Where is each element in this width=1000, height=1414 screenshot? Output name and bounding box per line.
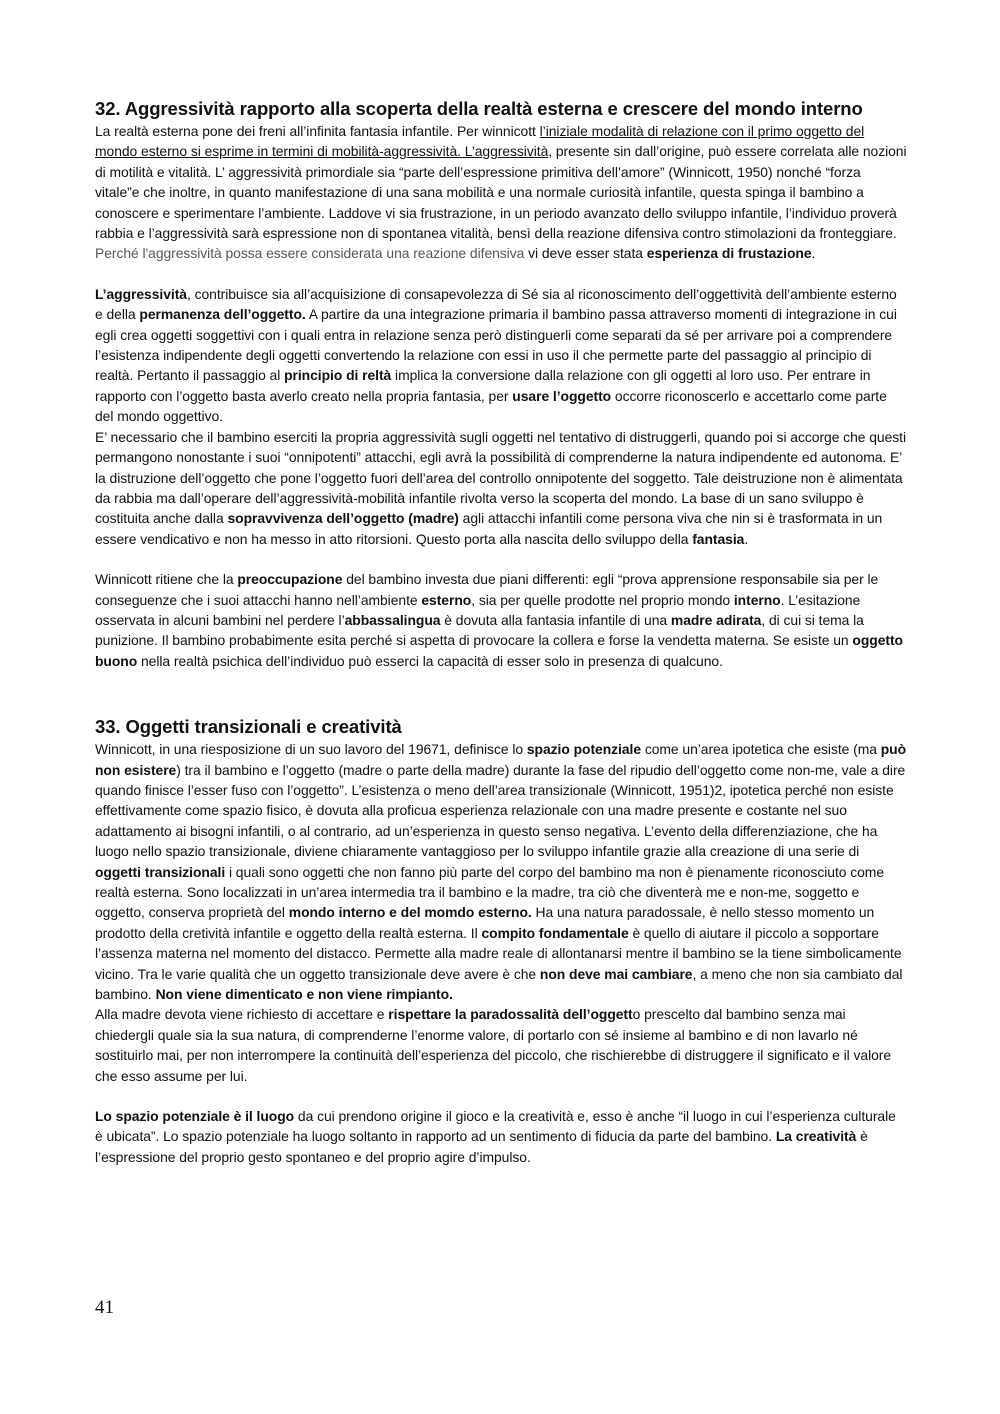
bold-text: compito fondamentale xyxy=(481,924,629,941)
text-run: , sia per quelle prodotte nel proprio mondo xyxy=(471,591,734,608)
section-33-paragraph-2 xyxy=(95,1106,907,1167)
bold-text: mondo interno e del momdo esterno. xyxy=(288,904,532,921)
bold-text: fantasia xyxy=(692,530,745,547)
text-run: nella realtà psichica dell’individuo può esserci la capacità di esser solo in presenza di qualcuno. xyxy=(137,652,723,669)
text-run: Winnicott, in una riesposizione di un suo lavoro del 19671, definisce lo xyxy=(95,741,527,758)
document-page xyxy=(95,97,907,1167)
text-run: occorre riconoscerlo e accettarlo come parte del mondo oggettivo. xyxy=(95,387,887,425)
bold-text: preoccupazione xyxy=(237,571,343,588)
page-number: 41 xyxy=(95,1297,114,1318)
bold-text: permanenza dell’oggetto. xyxy=(139,306,306,323)
paragraph-gap xyxy=(95,264,907,284)
text-run: ) tra il bambino e l’oggetto (madre o parte della madre) durante la fase del ripudio dell’oggetto come non-me, vale a dire quando finisce l’esser fuso con l’oggetto”. L’esistenza o meno dell’area transizionale (Winnicott, 1951)2, ipotetica perché non esiste effettivamente come spazio fisico, è dovuta alla proficua esperienza relazionale con una madre presente e costante nel suo adattamento ai bisogni infantili, o al contrario, ad un’esperienza in questo senso negativa. L’evento della differenziazione, che ha luogo nello spazio transizionale, diviene chiaramente vantaggioso per lo sviluppo infantile grazie alla creazione di una serie di xyxy=(95,761,906,860)
text-run: come un’area ipotetica che esiste (ma xyxy=(641,741,881,758)
text-run: A partire da una integrazione primaria il bambino passa attraverso momenti di integrazione in cui egli crea oggetti soggettivi con i quali entra in relazione senza però distinguerli come separati da sé per arrivare poi a comprendere l’esistenza indipendente degli oggetti convertendo la relazione con essi in uso il che permette parte del passaggio al principio di realtà. Pertanto il passaggio al xyxy=(95,306,897,384)
text-run: da cui prendono origine il gioco e la creatività e, esso è anche “il luogo in cui l’esperienza culturale è ubicata”. Lo spazio potenziale ha luogo soltanto in rapporto ad un sentimento di fiducia da parte del bambino. xyxy=(95,1108,896,1145)
text-run: del bambino investa due piani differenti: egli “prova apprensione responsabile sia per le conseguenze che i suoi attacchi hanno nell’ambiente xyxy=(95,571,879,608)
text-run: , presente sin dall’origine, può essere correlata alle nozioni di motilità e vitalità. L’ aggressività primordiale sia “parte dell’espressione primitiva dell’amore” (Winnicott, 1950) nonché “forza vitale”e che inoltre, in quanto manifestazione di una sana mobilità e una normale curiosità infantile, questa spinga il bambino a conoscere e sperimentare l’ambiente. Laddove vi sia frustrazione, in un periodo avanzato dello sviluppo infantile, l’individuo proverà rabbia e l’aggressività sarà espressione non di spontanea vitalità, bensì della reazione difensiva contro stimolazioni da fronteggiare. xyxy=(95,143,907,242)
text-run: è l’espressione del proprio gesto spontaneo e del proprio agire d’impulso. xyxy=(95,1128,868,1165)
bold-text: non deve mai cambiare xyxy=(539,965,693,982)
text-run: E’ necessario che il bambino eserciti la propria aggressività sugli oggetti nel tentativo di distruggerli, quando poi si accorge che questi permangono nonostante i suoi “onnipotenti” attacchi, egli avrà la possibilità di comprenderne la natura indipendente ed autonoma. E’ la distruzione dell’oggetto che pone l’oggetto fuori dell’area del controllo onnipotente del soggetto. Tale deistruzione non è alimentata da rabbia ma dall’operare dell’aggressività-mobilità infantile rivolta verso la scoperta del mondo. La base di un sano sviluppo è costituita anche dalla xyxy=(95,428,906,527)
bold-text: oggetto buono xyxy=(95,632,903,669)
underlined-text: l’iniziale modalità di relazione con il primo oggetto del mondo esterno si esprime in termini di mobilità-aggressività. L’aggressività xyxy=(95,123,865,160)
bold-text: spazio potenziale xyxy=(526,741,642,758)
section-32-paragraph-2b xyxy=(95,427,907,549)
section-32-paragraph-1 xyxy=(95,121,907,264)
paragraph-gap xyxy=(95,549,907,569)
section-32-paragraph-3 xyxy=(95,569,907,671)
bold-text: usare l’oggetto xyxy=(512,387,612,404)
bold-text: principio di reltà xyxy=(284,367,392,384)
bold-text: Lo spazio potenziale è il luogo xyxy=(95,1108,295,1125)
text-run: Ha una natura paradossale, è nello stesso momento un prodotto della cretività infantile e oggetto della realtà esterna. Il xyxy=(95,904,875,941)
bold-text: madre adirata xyxy=(670,611,762,628)
bold-text: esterno xyxy=(421,591,472,608)
text-run: . L’esitazione osservata in alcuni bambini nel perdere l’ xyxy=(95,591,861,628)
text-run: , di cui si tema la punizione. Il bambino probabimente esita perché si aspetta di provocare la collera e forse la vendetta materna. Se esiste un xyxy=(95,611,864,649)
bold-text: abbassalingua xyxy=(344,611,441,628)
section-33-title: 33. Oggetti transizionali e creatività xyxy=(95,716,402,738)
section-33-paragraph-1 xyxy=(95,739,907,1004)
bold-text: interno xyxy=(733,591,781,608)
paragraph-gap xyxy=(95,1086,907,1106)
text-run: . xyxy=(811,245,816,262)
bold-text: L’aggressività xyxy=(95,285,187,302)
text-run: implica la conversione dalla relazione con gli oggetti al loro uso. Per entrare in rapporto con l’oggetto basta averlo creato nella propria fantasia, per xyxy=(95,367,871,404)
bold-text: rispettare la paradossalità dell’oggett xyxy=(388,1006,633,1023)
text-run: Winnicott ritiene che la xyxy=(95,571,238,588)
text-run: è dovuta alla fantasia infantile di una xyxy=(440,611,671,628)
text-run: o prescelto dal bambino senza mai chiedergli quale sia la sua natura, di comprenderne l’enorme valore, di portarlo con sé insieme al bambino e di non lavarlo né sostituirlo mai, per non interrompere la continuità dell’esperienza del piccolo, che rischierebbe di distruggere il significato e il valore che esso assume per lui. xyxy=(95,1006,892,1084)
section-gap xyxy=(95,671,907,715)
section-33-paragraph-1b xyxy=(95,1004,907,1086)
grey-text: Perché l'aggressività possa essere considerata una reazione difensiva xyxy=(95,245,525,262)
bold-text: può non esistere xyxy=(95,741,907,778)
text-run: . xyxy=(744,530,749,547)
text-run: è quello di aiutare il piccolo a sopportare l’assenza materna nel momento del distacco. Permette alla madre reale di allontanarsi mentre il bambino se la tiene simbolicamente vicino. Tra le varie qualità che un oggetto transizionale deve avere è che xyxy=(95,924,902,982)
text-run: La realtà esterna pone dei freni all’infinita fantasia infantile. Per winnicott xyxy=(95,123,540,139)
bold-text: sopravvivenza dell’oggetto (madre) xyxy=(227,510,459,527)
bold-text: esperienza di frustazione xyxy=(646,245,812,262)
text-run: i quali sono oggetti che non fanno più parte del corpo del bambino ma non è pienamente riconosciuto come realtà esterna. Sono localizzati in un’area intermedia tra il bambino e la madre, tra ciò che diventerà me e non-me, soggetto e oggetto, conserva proprietà del xyxy=(95,863,885,921)
section-32-title: 32. Aggressività rapporto alla scoperta della realtà esterna e crescere del mondo interno xyxy=(95,98,863,119)
text-run: Alla madre devota viene richiesto di accettare e xyxy=(95,1006,389,1023)
text-run: , contribuisce sia all’acquisizione di consapevolezza di Sé sia al riconoscimento dell’oggettività dell’ambiente esterno e della xyxy=(95,285,897,323)
text-run: , a meno che non sia cambiato dal bambino. xyxy=(95,965,903,1003)
text-run: vi deve esser stata xyxy=(524,245,647,262)
section-32-paragraph-2 xyxy=(95,284,907,427)
bold-text: oggetti transizionali xyxy=(95,863,226,880)
bold-text: Non viene dimenticato e non viene rimpianto. xyxy=(155,986,453,1003)
bold-text: La creatività xyxy=(775,1128,857,1145)
text-run: agli attacchi infantili come persona viva che nin si è trasformata in un essere vendicativo e non ha messo in atto ritorsioni. Questo porta alla nascita dello sviluppo della xyxy=(95,510,883,547)
